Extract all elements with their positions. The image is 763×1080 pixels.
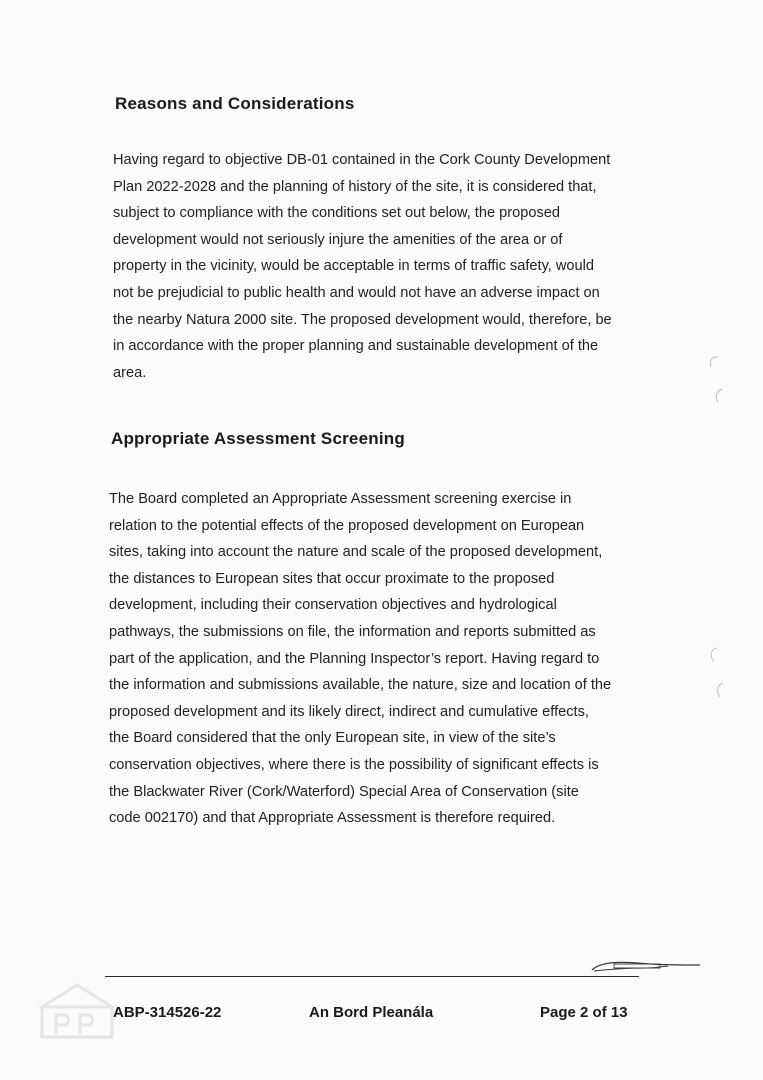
- paragraph-line: The Board completed an Appropriate Assessment screening exercise in: [109, 491, 572, 507]
- paragraph-line: not be prejudicial to public health and would not have an adverse impact on: [113, 284, 600, 301]
- punch-hole-mark: [711, 681, 727, 699]
- footer-divider: [105, 976, 639, 977]
- paragraph-line: in accordance with the proper planning and sustainable development of the: [113, 338, 599, 355]
- paragraph-line: code 002170) and that Appropriate Assessment is therefore required.: [109, 810, 556, 827]
- paragraph-line: the Board considered that the only European site, in view of the site’s: [109, 730, 556, 747]
- footer-page-number: Page 2 of 13: [540, 1004, 628, 1021]
- footer-organisation: An Bord Pleanála: [309, 1004, 434, 1021]
- paragraph-line: development would not seriously injure the amenities of the area or of: [113, 231, 563, 248]
- footer-reference: ABP-314526-22: [113, 1004, 222, 1021]
- punch-hole-mark: [706, 354, 722, 372]
- property-logo-watermark-icon: [36, 982, 118, 1040]
- paragraph-line: the distances to European sites that occur proximate to the proposed: [109, 570, 555, 587]
- paragraph-line: conservation objectives, where there is the possibility of significant effects is: [109, 756, 599, 773]
- paragraph-line: Having regard to objective DB-01 contained in the Cork County Development: [113, 152, 611, 168]
- paragraph-line: the Blackwater River (Cork/Waterford) Special Area of Conservation (site: [109, 783, 579, 800]
- paragraph-line: relation to the potential effects of the proposed development on European: [109, 517, 585, 534]
- paragraph-line: subject to compliance with the conditions set out below, the proposed: [113, 205, 561, 222]
- section-heading-reasons: Reasons and Considerations: [115, 94, 355, 113]
- paragraph-line: property in the vicinity, would be acceptable in terms of traffic safety, would: [113, 258, 595, 275]
- aa-screening-paragraph: [109, 486, 611, 832]
- paragraph-line: part of the application, and the Planning Inspector’s report. Having regard to: [109, 650, 600, 667]
- paragraph-line: the nearby Natura 2000 site. The proposed development would, therefore, be: [113, 311, 612, 328]
- reasons-paragraph: [113, 147, 612, 386]
- paragraph-line: the information and submissions available, the nature, size and location of the: [109, 677, 612, 694]
- paragraph-line: Plan 2022-2028 and the planning of history of the site, it is considered that,: [113, 178, 597, 195]
- paragraph-line: development, including their conservation objectives and hydrological: [109, 597, 557, 614]
- paragraph-line: proposed development and its likely direct, indirect and cumulative effects,: [109, 703, 589, 720]
- paragraph-line: sites, taking into account the nature and scale of the proposed development,: [109, 544, 603, 561]
- paragraph-line: pathways, the submissions on file, the information and reports submitted as: [109, 623, 596, 640]
- punch-hole-mark: [711, 387, 727, 405]
- punch-hole-mark: [706, 646, 722, 664]
- signature-icon: [588, 956, 703, 978]
- paragraph-line: area.: [113, 364, 147, 381]
- section-heading-aa-screening: Appropriate Assessment Screening: [111, 429, 405, 448]
